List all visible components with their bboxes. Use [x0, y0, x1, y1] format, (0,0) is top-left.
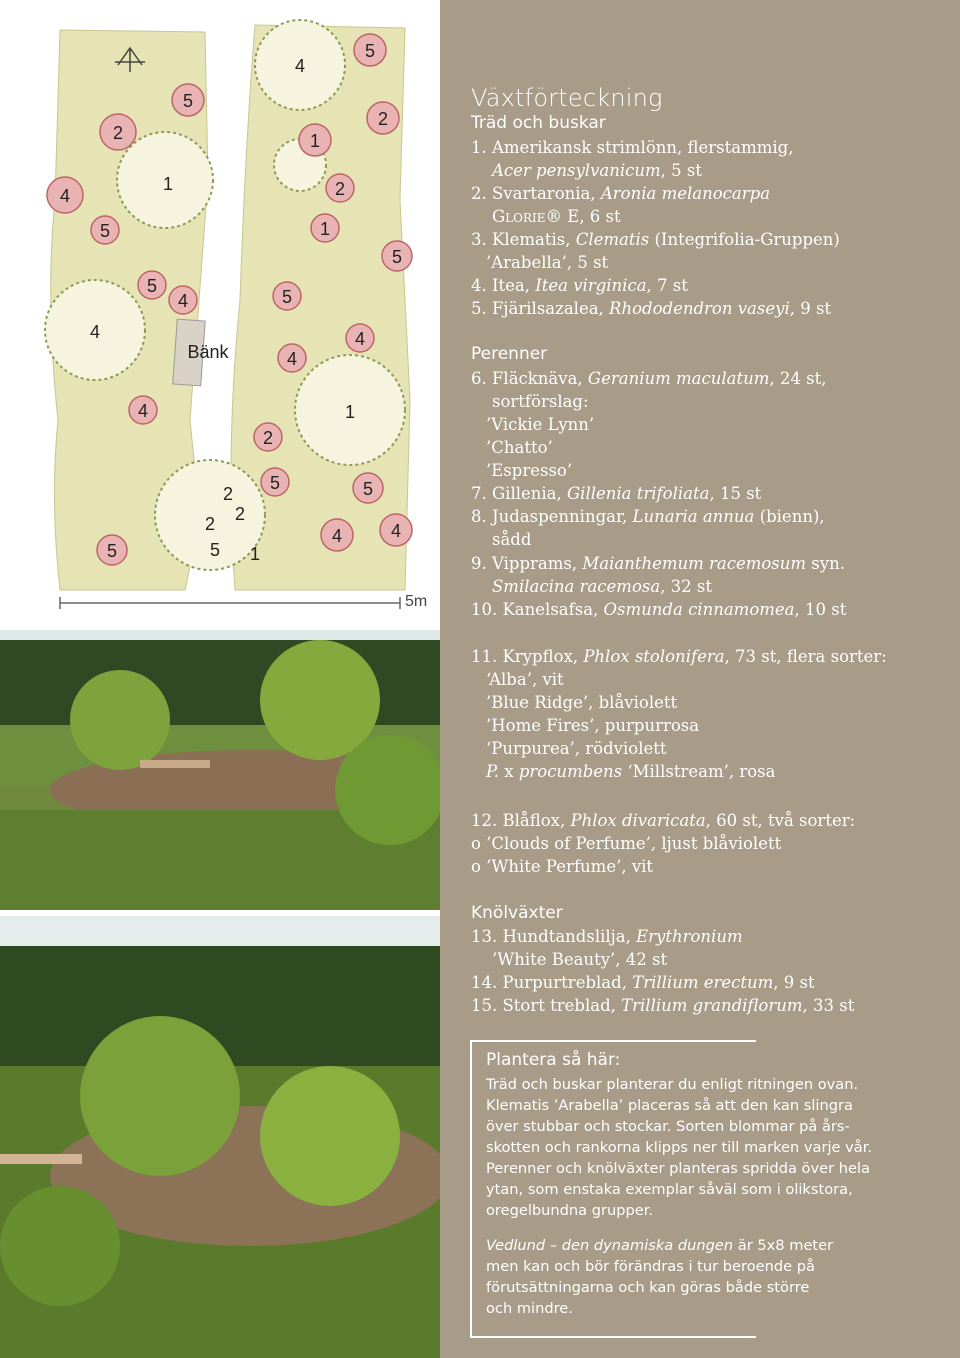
- photo-top: [0, 630, 440, 910]
- plant-list-panel: [440, 0, 960, 1358]
- item-13-cultivar: ’White Beauty’, 42 st: [492, 950, 668, 969]
- instructions-line: ytan, som enstaka exemplar såväl som i olikstora,: [486, 1181, 853, 1198]
- item-9-syn: Smilacina racemosa, 32 st: [492, 577, 713, 596]
- plan-number: 2: [262, 428, 274, 448]
- item-3-cultivar: ’Arabella’, 5 st: [486, 253, 609, 272]
- plan-number: 4: [331, 526, 343, 546]
- item-6-sub: sortförslag:: [492, 392, 589, 411]
- instructions-line: skotten och rankorna klipps ner till marken varje vår.: [486, 1139, 873, 1156]
- plan-number: 5: [106, 541, 118, 561]
- item-8-sub: sådd: [492, 530, 532, 549]
- item-5: 5. Fjärilsazalea, Rhododendron vaseyi, 9 st: [471, 299, 832, 318]
- item-12-variety: o ’Clouds of Perfume’, ljust blåviolett: [471, 834, 782, 853]
- item-13: 13. Hundtandslilja, Erythronium: [471, 927, 743, 946]
- item-15: 15. Stort treblad, Trillium grandiflorum, 33 st: [471, 996, 855, 1015]
- item-11-variety: ’Home Fires’, purpurrosa: [486, 716, 700, 735]
- plan-number: 2: [377, 109, 389, 129]
- plan-number: 4: [354, 329, 366, 349]
- section-perennials: Perenner: [471, 344, 548, 364]
- plan-number: 4: [137, 401, 149, 421]
- instructions-title: Plantera så här:: [486, 1050, 621, 1070]
- plan-number: 2: [234, 504, 246, 524]
- plan-number: 5: [209, 540, 221, 560]
- plan-number: 5: [281, 287, 293, 307]
- plan-number: 5: [182, 91, 194, 111]
- plan-number: 4: [59, 186, 71, 206]
- item-10: 10. Kanelsafsa, Osmunda cinnamomea, 10 st: [471, 600, 847, 619]
- instructions-line: men kan och bör förändras i tur beroende på: [486, 1258, 815, 1275]
- instructions-line: över stubbar och stockar. Sorten blommar på års-: [486, 1118, 850, 1135]
- instructions-line: Klematis ’Arabella’ placeras så att den kan slingra: [486, 1097, 853, 1114]
- instructions-line: och mindre.: [486, 1300, 573, 1317]
- scale-label: 5m: [405, 593, 428, 610]
- plan-number: 4: [89, 322, 101, 342]
- item-1: 1. Amerikansk strimlönn, flerstammig,: [471, 138, 794, 157]
- plan-number: 4: [390, 521, 402, 541]
- item-11-variety: ‘Alba’, vit: [486, 670, 564, 689]
- item-9: 9. Vipprams, Maianthemum racemosum syn.: [471, 554, 845, 573]
- plan-number: 1: [162, 174, 174, 194]
- plan-number: 1: [319, 219, 331, 239]
- plan-number: 2: [112, 123, 124, 143]
- plan-number: 5: [146, 276, 158, 296]
- instructions-line: Perenner och knölväxter planteras spridda över hela: [486, 1160, 870, 1177]
- item-3: 3. Klematis, Clematis (Integrifolia-Gruppen): [471, 230, 840, 249]
- left-column: [0, 0, 440, 1358]
- item-6-cultivar: ’Vickie Lynn’: [486, 415, 595, 434]
- plan-number: 4: [294, 56, 306, 76]
- section-trees: Träd och buskar: [471, 113, 606, 133]
- item-14: 14. Purpurtreblad, Trillium erectum, 9 st: [471, 973, 815, 992]
- instructions-line: förutsättningarna och kan göras både större: [486, 1279, 810, 1296]
- plan-number: 4: [286, 349, 298, 369]
- item-11: 11. Krypflox, Phlox stolonifera, 73 st, flera sorter:: [471, 647, 887, 666]
- plan-number: 2: [204, 514, 216, 534]
- planting-plan: [0, 0, 440, 625]
- plan-number: 5: [391, 247, 403, 267]
- item-11-variety: ’Blue Ridge’, blåviolett: [486, 693, 678, 712]
- item-6: 6. Fläcknäva, Geranium maculatum, 24 st,: [471, 369, 827, 388]
- plan-number: 4: [177, 291, 189, 311]
- plan-number: 2: [334, 179, 346, 199]
- item-2-cultivar: Glorie® E, 6 st: [492, 207, 621, 226]
- item-2: 2. Svartaronia, Aronia melanocarpa: [471, 184, 771, 203]
- plan-number: 2: [222, 484, 234, 504]
- item-8: 8. Judaspenningar, Lunaria annua (bienn),: [471, 507, 825, 526]
- list-title: Växtförteckning: [471, 84, 663, 112]
- item-7: 7. Gillenia, Gillenia trifoliata, 15 st: [471, 484, 762, 503]
- plan-number: 5: [99, 221, 111, 241]
- plan-number: 5: [362, 479, 374, 499]
- bench-label: Bänk: [187, 342, 229, 362]
- instructions-line: oregelbundna grupper.: [486, 1202, 654, 1219]
- item-11-variety: P. x procumbens ‘Millstream’, rosa: [486, 762, 776, 781]
- plan-number: 1: [344, 402, 356, 422]
- item-1-latin: Acer pensylvanicum, 5 st: [492, 161, 702, 180]
- plan-number: 1: [249, 544, 261, 564]
- plan-number: 5: [364, 41, 376, 61]
- plan-number: 1: [309, 131, 321, 151]
- section-bulbs: Knölväxter: [471, 903, 563, 923]
- item-11-variety: ‘Purpurea’, rödviolett: [486, 739, 667, 758]
- instructions-line: Träd och buskar planterar du enligt ritningen ovan.: [486, 1076, 859, 1093]
- item-6-cultivar: ’Espresso’: [486, 461, 573, 480]
- instructions-line: Vedlund – den dynamiska dungen är 5x8 meter: [486, 1237, 834, 1254]
- item-12-variety: o ’White Perfume’, vit: [471, 857, 654, 876]
- item-6-cultivar: ’Chatto’: [486, 438, 553, 457]
- plan-number: 5: [269, 473, 281, 493]
- item-12: 12. Blåflox, Phlox divaricata, 60 st, två sorter:: [471, 811, 856, 830]
- photo-bottom: [0, 916, 440, 1358]
- item-4: 4. Itea, Itea virginica, 7 st: [471, 276, 688, 295]
